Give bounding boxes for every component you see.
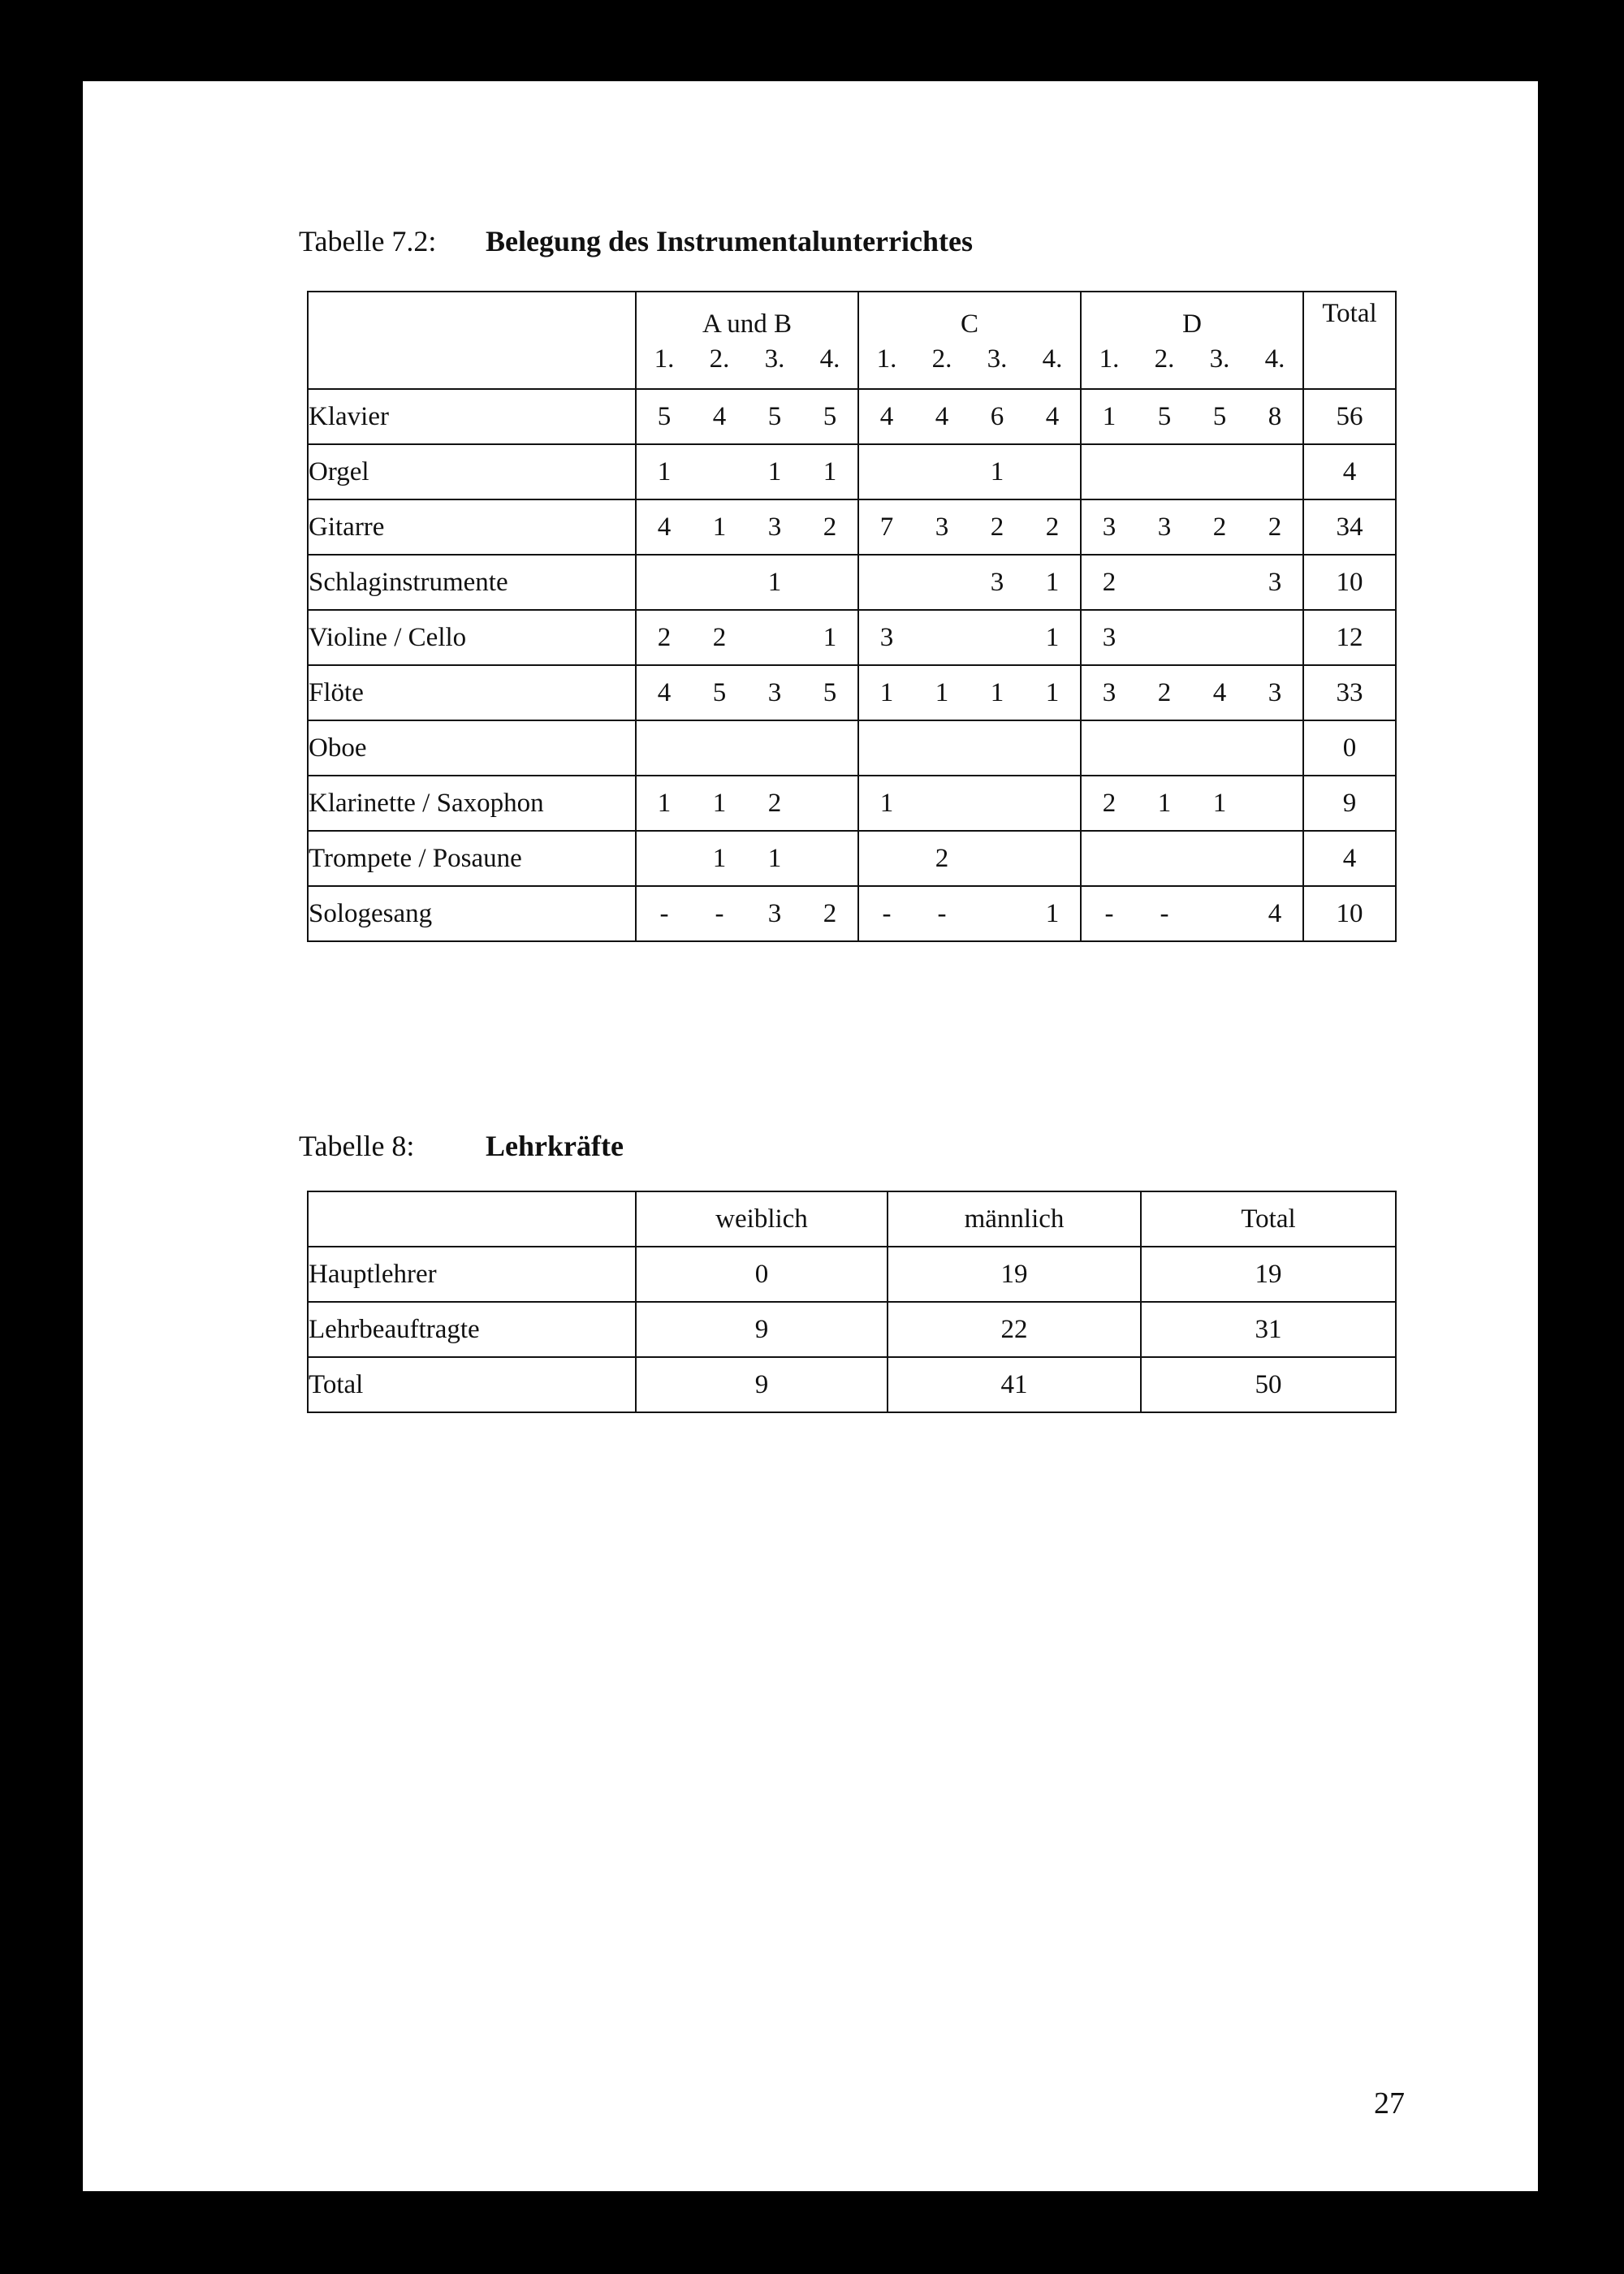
- value-cell: 5: [823, 401, 837, 431]
- group-cell-c: [858, 499, 1081, 555]
- value-cell: 41: [888, 1357, 1141, 1412]
- sub-label: 3.: [764, 344, 785, 374]
- value-cell: 3: [767, 898, 782, 928]
- instrument-name: Klavier: [308, 389, 636, 444]
- page-number: 27: [1374, 2086, 1405, 2121]
- sub-label: 1.: [1099, 344, 1120, 374]
- value-cell: 2: [1102, 567, 1116, 597]
- sub-label: 1.: [876, 344, 897, 374]
- value-cell: -: [659, 898, 669, 928]
- value-cell: [637, 844, 692, 874]
- value-cell: 1: [1045, 677, 1060, 707]
- value-cell: 4: [712, 401, 727, 431]
- value-cell: 9: [636, 1302, 888, 1357]
- group-cell-ab: [636, 499, 858, 555]
- table-row: [308, 831, 1396, 886]
- row-total: 10: [1303, 555, 1396, 610]
- group-cell-d: [1081, 610, 1303, 665]
- row-total: 56: [1303, 389, 1396, 444]
- table-row: [308, 665, 1396, 720]
- value-cell: 3: [767, 677, 782, 707]
- value-cell: -: [1104, 898, 1114, 928]
- value-cell: 5: [657, 401, 672, 431]
- table-row: [308, 1302, 1396, 1357]
- table-row: [308, 555, 1396, 610]
- value-cell: -: [882, 898, 892, 928]
- value-cell: [802, 789, 857, 819]
- value-cell: [970, 789, 1025, 819]
- value-cell: 1: [879, 677, 894, 707]
- value-cell: [970, 899, 1025, 929]
- value-cell: 1: [767, 456, 782, 486]
- table1-body: [308, 389, 1396, 941]
- table-row: [308, 776, 1396, 831]
- group-cell-c: [858, 555, 1081, 610]
- value-cell: 4: [1045, 401, 1060, 431]
- group-d-sub: [1082, 344, 1302, 374]
- group-ab-sub: [637, 344, 857, 374]
- value-cell: 1: [712, 788, 727, 818]
- value-cell: 1: [823, 622, 837, 652]
- value-cell: 5: [767, 401, 782, 431]
- group-cell-c: [858, 610, 1081, 665]
- value-cell: 3: [1157, 512, 1172, 542]
- group-c-sub: [859, 344, 1080, 374]
- group-cell-ab: [636, 776, 858, 831]
- value-cell: 4: [935, 401, 949, 431]
- value-cell: 3: [1102, 677, 1116, 707]
- group-header-d: [1081, 292, 1303, 389]
- group-cell-d: [1081, 665, 1303, 720]
- value-cell: [1192, 623, 1247, 653]
- value-cell: 1: [657, 788, 672, 818]
- value-cell: [914, 457, 970, 487]
- value-cell: 2: [935, 843, 949, 873]
- sub-label: 3.: [1209, 344, 1230, 374]
- table2-header-row: [308, 1191, 1396, 1247]
- value-cell: [802, 568, 857, 598]
- value-cell: 2: [1157, 677, 1172, 707]
- group-header-c: [858, 292, 1081, 389]
- value-cell: [1025, 789, 1080, 819]
- instrument-name: Sologesang: [308, 886, 636, 941]
- group-cell-c: [858, 776, 1081, 831]
- value-cell: 50: [1141, 1357, 1396, 1412]
- group-cell-ab: [636, 610, 858, 665]
- group-cell-c: [858, 444, 1081, 499]
- value-cell: [1137, 568, 1192, 598]
- value-cell: 3: [1102, 512, 1116, 542]
- value-cell: [637, 568, 692, 598]
- value-cell: 1: [935, 677, 949, 707]
- value-cell: [859, 568, 914, 598]
- value-cell: 31: [1141, 1302, 1396, 1357]
- value-cell: 1: [1212, 788, 1227, 818]
- value-cell: 4: [1212, 677, 1227, 707]
- table-row: [308, 1357, 1396, 1412]
- table-row: [308, 610, 1396, 665]
- value-cell: 4: [879, 401, 894, 431]
- sub-label: 1.: [654, 344, 675, 374]
- instrument-table: [307, 291, 1397, 942]
- table1-caption: [299, 224, 973, 258]
- table2-caption: [299, 1129, 624, 1163]
- group-c-label: C: [960, 309, 978, 339]
- group-header-ab: [636, 292, 858, 389]
- instrument-name: Oboe: [308, 720, 636, 776]
- value-cell: 9: [636, 1357, 888, 1412]
- row-total: 10: [1303, 886, 1396, 941]
- instrument-name: Orgel: [308, 444, 636, 499]
- table-row: [308, 1247, 1396, 1302]
- value-cell: [1192, 568, 1247, 598]
- table-row: [308, 389, 1396, 444]
- value-cell: [859, 457, 914, 487]
- instrument-name: Violine / Cello: [308, 610, 636, 665]
- group-cell-ab: [636, 389, 858, 444]
- sub-label: 3.: [987, 344, 1008, 374]
- value-cell: 1: [767, 843, 782, 873]
- table-row: [308, 720, 1396, 776]
- sub-label: 2.: [1154, 344, 1175, 374]
- header-maennlich: männlich: [888, 1191, 1141, 1247]
- group-cell-d: [1081, 776, 1303, 831]
- group-cell-ab: [636, 555, 858, 610]
- document-page: [83, 81, 1538, 2191]
- teacher-category: Total: [308, 1357, 636, 1412]
- value-cell: 2: [823, 512, 837, 542]
- group-cell-d: [1081, 831, 1303, 886]
- value-cell: 2: [823, 898, 837, 928]
- value-cell: 2: [1268, 512, 1282, 542]
- value-cell: 4: [657, 677, 672, 707]
- instrument-name: Flöte: [308, 665, 636, 720]
- value-cell: [1137, 623, 1192, 653]
- group-cell-c: [858, 389, 1081, 444]
- row-total: 33: [1303, 665, 1396, 720]
- sub-label: 4.: [1042, 344, 1063, 374]
- sub-label: 2.: [931, 344, 952, 374]
- value-cell: 8: [1268, 401, 1282, 431]
- value-cell: [747, 623, 802, 653]
- value-cell: 3: [935, 512, 949, 542]
- value-cell: 1: [657, 456, 672, 486]
- value-cell: 2: [1212, 512, 1227, 542]
- value-cell: 2: [657, 622, 672, 652]
- group-cell-c: [858, 831, 1081, 886]
- value-cell: 5: [1212, 401, 1227, 431]
- group-cell-d: [1081, 389, 1303, 444]
- value-cell: 3: [879, 622, 894, 652]
- row-total: 9: [1303, 776, 1396, 831]
- value-cell: 4: [1268, 898, 1282, 928]
- value-cell: [1247, 623, 1302, 653]
- value-cell: 1: [823, 456, 837, 486]
- value-cell: 1: [1045, 567, 1060, 597]
- value-cell: 1: [990, 456, 1004, 486]
- value-cell: 22: [888, 1302, 1141, 1357]
- row-total: 34: [1303, 499, 1396, 555]
- group-cell-ab: [636, 831, 858, 886]
- value-cell: [1247, 789, 1302, 819]
- value-cell: 1: [767, 567, 782, 597]
- value-cell: [692, 568, 747, 598]
- value-cell: 19: [1141, 1247, 1396, 1302]
- value-cell: 3: [1268, 567, 1282, 597]
- table2-title: Lehrkräfte: [486, 1130, 624, 1162]
- table-row: [308, 886, 1396, 941]
- value-cell: 3: [1268, 677, 1282, 707]
- value-cell: 1: [1045, 898, 1060, 928]
- value-cell: 19: [888, 1247, 1141, 1302]
- group-cell-ab: [636, 720, 858, 776]
- header-total: Total: [1141, 1191, 1396, 1247]
- sub-label: 4.: [819, 344, 840, 374]
- group-cell-c: [858, 720, 1081, 776]
- instrument-name: Gitarre: [308, 499, 636, 555]
- value-cell: [914, 568, 970, 598]
- group-cell-d: [1081, 444, 1303, 499]
- table1-header-row: [308, 292, 1396, 389]
- value-cell: 5: [1157, 401, 1172, 431]
- value-cell: 0: [636, 1247, 888, 1302]
- value-cell: 2: [712, 622, 727, 652]
- value-cell: 7: [879, 512, 894, 542]
- teacher-category: Hauptlehrer: [308, 1247, 636, 1302]
- value-cell: 1: [712, 512, 727, 542]
- value-cell: [1025, 844, 1080, 874]
- instrument-name: Trompete / Posaune: [308, 831, 636, 886]
- table2-header-blank: [308, 1191, 636, 1247]
- teacher-category: Lehrbeauftragte: [308, 1302, 636, 1357]
- group-cell-ab: [636, 444, 858, 499]
- value-cell: [914, 623, 970, 653]
- value-cell: 4: [657, 512, 672, 542]
- value-cell: 3: [1102, 622, 1116, 652]
- value-cell: [859, 844, 914, 874]
- teachers-table: [307, 1191, 1397, 1413]
- group-cell-ab: [636, 665, 858, 720]
- group-cell-d: [1081, 886, 1303, 941]
- value-cell: [802, 844, 857, 874]
- table1-header-blank: [308, 292, 636, 389]
- group-cell-c: [858, 665, 1081, 720]
- group-cell-d: [1081, 720, 1303, 776]
- group-cell-d: [1081, 499, 1303, 555]
- table2-body: [308, 1247, 1396, 1412]
- value-cell: [1192, 899, 1247, 929]
- value-cell: [1025, 457, 1080, 487]
- group-d-label: D: [1182, 309, 1202, 339]
- value-cell: 1: [990, 677, 1004, 707]
- row-total: 0: [1303, 720, 1396, 776]
- value-cell: -: [715, 898, 724, 928]
- value-cell: 2: [1102, 788, 1116, 818]
- row-total: 4: [1303, 831, 1396, 886]
- instrument-name: Schlaginstrumente: [308, 555, 636, 610]
- table-row: [308, 499, 1396, 555]
- value-cell: 2: [1045, 512, 1060, 542]
- table-row: [308, 444, 1396, 499]
- value-cell: 1: [879, 788, 894, 818]
- value-cell: [692, 457, 747, 487]
- value-cell: [970, 844, 1025, 874]
- table2-label: Tabelle 8:: [299, 1130, 415, 1162]
- value-cell: 3: [990, 567, 1004, 597]
- value-cell: 5: [823, 677, 837, 707]
- header-weiblich: weiblich: [636, 1191, 888, 1247]
- value-cell: [914, 789, 970, 819]
- value-cell: 3: [767, 512, 782, 542]
- value-cell: -: [937, 898, 947, 928]
- group-cell-c: [858, 886, 1081, 941]
- value-cell: 1: [1157, 788, 1172, 818]
- value-cell: [970, 623, 1025, 653]
- value-cell: 5: [712, 677, 727, 707]
- value-cell: 1: [1102, 401, 1116, 431]
- value-cell: 2: [767, 788, 782, 818]
- instrument-name: Klarinette / Saxophon: [308, 776, 636, 831]
- value-cell: 2: [990, 512, 1004, 542]
- value-cell: 1: [712, 843, 727, 873]
- group-cell-ab: [636, 886, 858, 941]
- table1-title: Belegung des Instrumentalunterrichtes: [486, 225, 973, 257]
- group-ab-label: A und B: [702, 309, 793, 339]
- value-cell: 1: [1045, 622, 1060, 652]
- sub-label: 4.: [1264, 344, 1285, 374]
- value-cell: 6: [990, 401, 1004, 431]
- table1-label: Tabelle 7.2:: [299, 225, 437, 257]
- row-total: 4: [1303, 444, 1396, 499]
- sub-label: 2.: [709, 344, 730, 374]
- row-total: 12: [1303, 610, 1396, 665]
- value-cell: -: [1160, 898, 1169, 928]
- group-cell-d: [1081, 555, 1303, 610]
- total-header: Total: [1303, 292, 1396, 389]
